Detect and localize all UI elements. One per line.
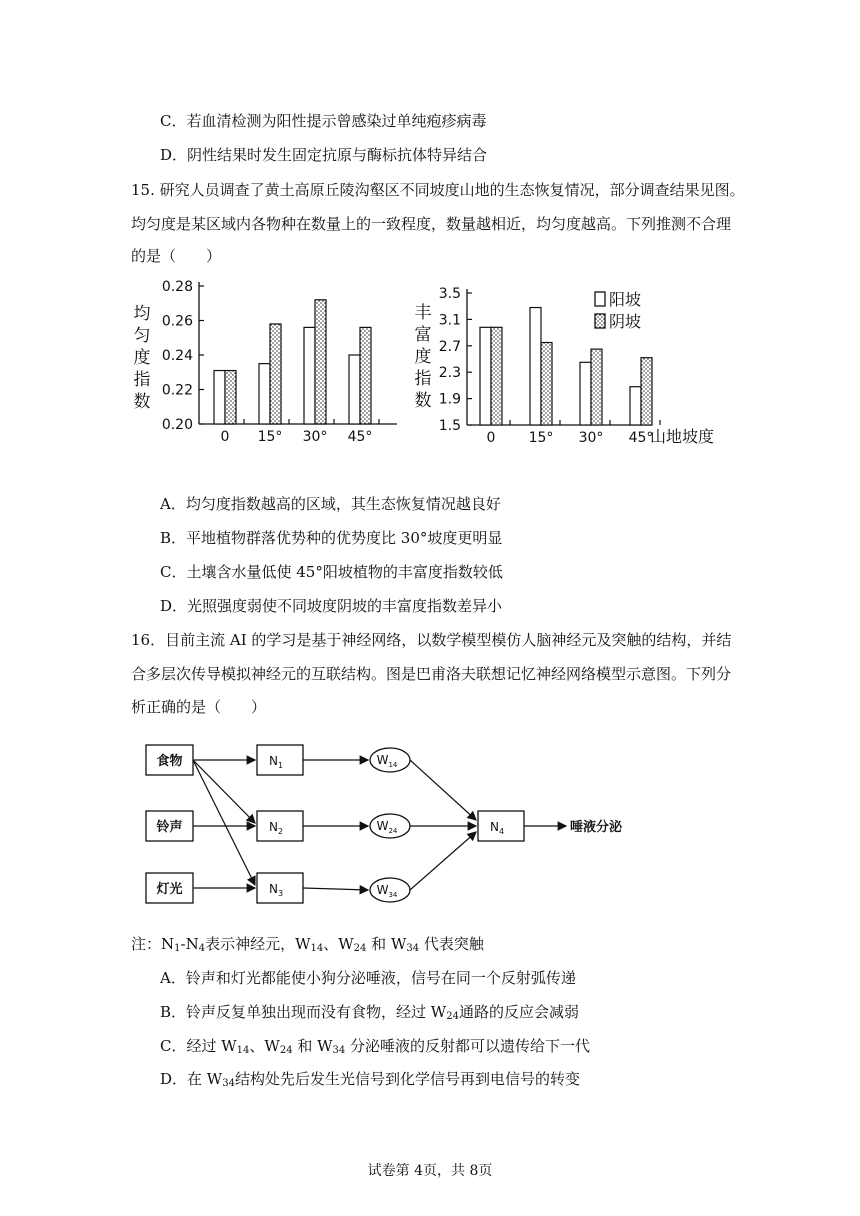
input-label-light: 灯光 [156, 882, 183, 897]
x-tick-label: 30° [578, 430, 604, 446]
synapse-w34 [370, 878, 410, 902]
x-tick-label: 15° [528, 430, 554, 446]
richness-bar-chart [405, 280, 735, 452]
y-label-char: 富 [414, 325, 432, 345]
svg-text:N1: $N_1$ [268, 754, 284, 770]
bar-sunny-3 [630, 387, 641, 425]
q16-stem-line2: 合多层次传导模拟神经元的互联结构。图是巴甫洛夫联想记忆神经网络模型示意图。下列分 [131, 665, 732, 683]
arrow-food-n2 [193, 760, 255, 823]
x-tick-label: 0 [220, 429, 230, 445]
bar-shady-0 [491, 327, 502, 425]
neuron-n2 [257, 811, 303, 841]
neuron-n3 [257, 873, 303, 903]
y-label-char: 指 [133, 370, 151, 390]
output-label: 唾液分泌 [570, 820, 623, 835]
arrow-food-n3 [193, 760, 255, 885]
svg-text:W24: $W_{24}$ [376, 819, 398, 835]
q15-option-c: C．土壤含水量低使 45°阳坡植物的丰富度指数较低 [160, 563, 503, 581]
input-box-bell [146, 811, 193, 841]
y-label-char: 匀 [133, 326, 151, 346]
y-tick-label: 0.22 [161, 382, 193, 399]
bar-sunny-3 [349, 355, 360, 424]
x-tick-label: 45° [628, 430, 654, 446]
q16-option-d: D．在 $W_{34}$结构处先后发生光信号到化学信号再到电信号的转变 [160, 1070, 580, 1089]
bar-sunny-2 [580, 362, 591, 425]
synapse-w24 [370, 814, 410, 838]
pavlov-network-diagram [140, 735, 640, 910]
input-box-food [146, 745, 193, 775]
arrow-w14-n4 [410, 760, 476, 820]
bar-shady-2 [315, 300, 326, 424]
q16-option-c: C．经过 $W_{14}$、$W_{24}$ 和 $W_{34}$ 分泌唾液的反射都可以遗传给下一代 [160, 1037, 591, 1056]
bar-shady-1 [270, 324, 281, 424]
x-tick-label: 0 [486, 430, 496, 446]
legend-swatch [595, 292, 605, 306]
legend-label: 阳坡 [609, 290, 642, 309]
bar-sunny-0 [480, 327, 491, 425]
q15-stem-line2: 均匀度是某区域内各物种在数量上的一致程度，数量越相近，均匀度越高。下列推测不合理 [131, 215, 732, 233]
y-tick-label: 3.5 [438, 286, 461, 302]
q15-option-b: B．平地植物群落优势种的优势度比 30°坡度更明显 [160, 529, 503, 547]
bar-sunny-1 [530, 308, 541, 425]
q16-option-b: B．铃声反复单独出现而没有食物，经过 $W_{24}$通路的反应会减弱 [160, 1003, 579, 1022]
q15-option-a: A．均匀度指数越高的区域，其生态恢复情况越良好 [160, 495, 501, 513]
neuron-n1 [257, 745, 303, 775]
arrow-n3-w34 [303, 888, 368, 890]
legend-swatch [595, 314, 605, 328]
svg-text:N3: $N_3$ [268, 882, 284, 898]
q16-stem-line3: 析正确的是（ ） [131, 698, 267, 716]
y-label-char: 均 [133, 304, 151, 324]
y-label-char: 丰 [414, 303, 432, 323]
legend-label: 阴坡 [609, 312, 642, 331]
y-label-char: 数 [414, 391, 432, 411]
neuron-n4 [478, 811, 524, 841]
y-tick-label: 3.1 [438, 312, 461, 329]
q16-stem-line1: 16．目前主流 AI 的学习是基于神经网络，以数学模型模仿人脑神经元及突触的结构，并结 [131, 631, 732, 649]
page-footer: 试卷第 4页，共 8页 [367, 1163, 493, 1179]
y-label-char: 度 [133, 348, 151, 368]
x-tick-label: 45° [347, 429, 373, 445]
y-tick-label: 0.26 [161, 313, 193, 330]
x-tick-label: 30° [302, 429, 328, 445]
y-label-char: 指 [414, 369, 432, 389]
y-tick-label: 0.28 [161, 279, 193, 295]
option-d-prev: D．阴性结果时发生固定抗原与酶标抗体特异结合 [160, 146, 488, 164]
option-c-prev: C．若血清检测为阳性提示曾感染过单纯疱疹病毒 [160, 112, 487, 130]
q15-stem-line1: 15. 研究人员调查了黄土高原丘陵沟壑区不同坡度山地的生态恢复情况，部分调查结果见图。 [131, 181, 745, 199]
y-tick-label: 2.7 [438, 338, 461, 355]
bar-shady-0 [225, 371, 236, 424]
svg-text:N2: $N_2$ [268, 820, 284, 836]
input-box-light [146, 873, 193, 903]
bar-sunny-2 [304, 327, 315, 424]
y-tick-label: 0.24 [161, 348, 193, 364]
y-label-char: 度 [414, 347, 432, 367]
evenness-bar-chart [122, 276, 412, 451]
svg-text:W14: $W_{14}$ [376, 753, 398, 769]
y-axis-label [134, 304, 151, 412]
x-axis-label: 山地坡度 [650, 427, 715, 446]
q15-stem-line3: 的是（ ） [131, 247, 222, 265]
q15-option-d: D．光照强度弱使不同坡度阴坡的丰富度指数差异小 [160, 597, 503, 615]
y-axis-label [415, 303, 432, 411]
bar-sunny-0 [214, 371, 225, 424]
bar-sunny-1 [259, 364, 270, 424]
bar-shady-3 [360, 327, 371, 424]
y-tick-label: 1.9 [438, 391, 461, 408]
q16-option-a: A．铃声和灯光都能使小狗分泌唾液，信号在同一个反射弧传递 [160, 969, 576, 987]
arrow-w34-n4 [410, 832, 476, 890]
x-tick-label: 15° [257, 429, 283, 445]
y-tick-label: 1.5 [438, 418, 461, 434]
input-label-food: 食物 [156, 754, 183, 769]
svg-text:N4: $N_4$ [489, 820, 505, 836]
synapse-w14 [370, 748, 410, 772]
bar-shady-3 [641, 358, 652, 425]
y-tick-label: 0.20 [161, 417, 193, 433]
input-label-bell: 铃声 [156, 820, 183, 835]
y-label-char: 数 [133, 392, 151, 412]
y-tick-label: 2.3 [438, 365, 461, 382]
bar-shady-1 [541, 343, 552, 426]
bar-shady-2 [591, 349, 602, 425]
chart-legend [595, 290, 641, 331]
svg-text:W34: $W_{34}$ [376, 883, 398, 899]
diagram-note: 注：$N_1-N_4$表示神经元，$W_{14}$、$W_{24}$ 和 $W_{34}$ 代表突触 [131, 935, 484, 954]
